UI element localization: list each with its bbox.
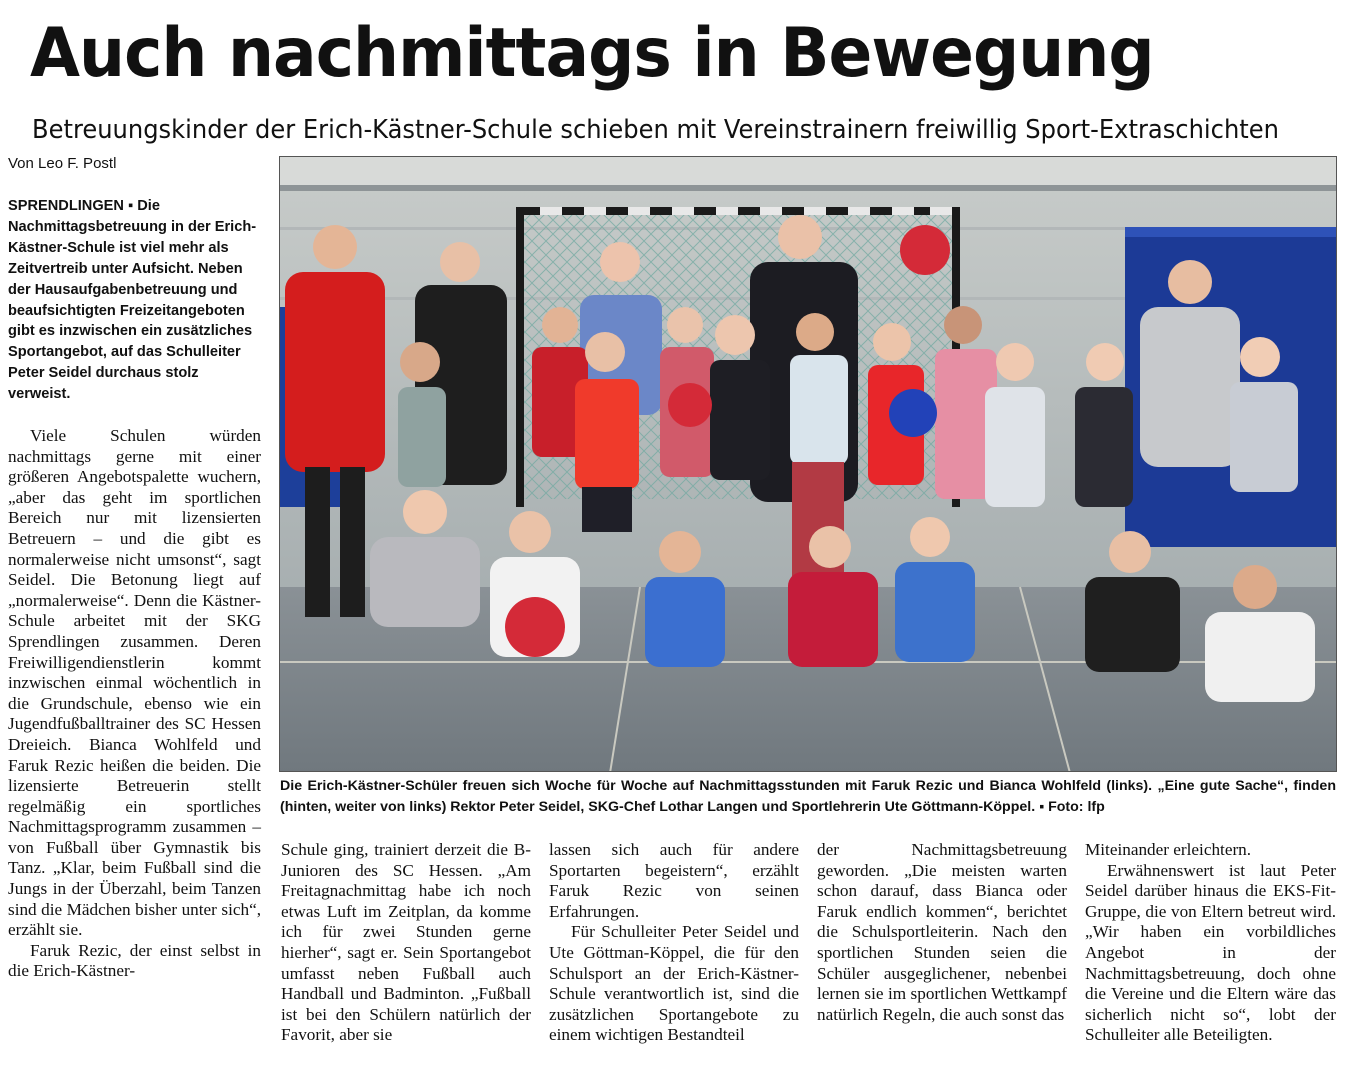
subheadline: Betreuungskinder der Erich-Kästner-Schule schieben mit Vereinstrainern freiwillig Sport-Extraschichten xyxy=(32,115,1279,145)
gym-photo-illustration xyxy=(280,157,1337,772)
article-column-2 xyxy=(281,840,531,1046)
paragraph: Miteinander erleichtern. xyxy=(1085,840,1252,859)
byline: Von Leo F. Postl xyxy=(8,155,117,172)
paragraph: Viele Schulen würden nachmittags gerne mit einer größeren Angebotspalette wuchern, „aber das geht im sportlichen Bereich nur mit lizensierten Betreuern – und die gibt es normalerweise nicht umsonst“, sagt Seidel. Die Betonung liegt auf „normalerweise“. Denn die Kästner-Schule arbeitet mit der SKG Sprendlingen zusammen. Deren Freiwilligendienstlerin kommt inzwischen einmal wöchentlich in die Grundschule, ebenso wie ein Jugendfußballtrainer des SC Hessen Dreieich. Bianca Wohlfeld und Faruk Rezic heißen die beiden. Die lizensierte Betreuerin stellt regelmäßig ein sportliches Nachmittagsprogramm zusammen – von Fußball über Gymnastik bis Tanz. „Klar, beim Fußball sind die Jungs in der Überzahl, beim Tanzen sind die Mädchen bisher unter sich“, erzählt sie. xyxy=(8,426,261,940)
team-photo xyxy=(279,156,1337,772)
paragraph: Erwähnenswert ist laut Peter Seidel darüber hinaus die EKS-Fit-Gruppe, die von Eltern betreut wird. „Wir haben ein vorbildliches Angebot in der Nachmittagsbetreuung, doch ohne die Vereine und die Eltern wäre das sicherlich nicht so“, lobt der Schulleiter alle Beteiligten. xyxy=(1085,860,1336,1045)
headline: Auch nachmittags in Bewegung xyxy=(30,14,1154,93)
paragraph: Schule ging, trainiert derzeit die B-Junioren des SC Hessen. „Am Freitagnachmittag habe ich noch etwas Luft im Zeitplan, da komme ich für zwei Stunden gerne hierher“, sagt er. Sein Sportangebot umfasst neben Fußball auch Handball und Badminton. „Fußball ist bei den Schülern natürlich der Favorit, aber sie xyxy=(281,840,531,1045)
photo-caption: Die Erich-Kästner-Schüler freuen sich Woche für Woche auf Nachmittagsstunden mit Faruk Rezic und Bianca Wohlfeld (links). „Eine gute Sache“, finden (hinten, weiter von links) Rektor Peter Seidel, SKG-Chef Lothar Langen und Sportlehrerin Ute Göttmann-Köppel. ▪ Foto: lfp xyxy=(280,778,1336,815)
article-column-5 xyxy=(1085,840,1336,1046)
article-column-1 xyxy=(8,426,261,982)
article-column-4 xyxy=(817,840,1067,1025)
paragraph: Faruk Rezic, der einst selbst in die Erich-Kästner- xyxy=(8,940,261,981)
paragraph: Für Schulleiter Peter Seidel und Ute Göttman-Köppel, die für den Schulsport an der Erich-Kästner-Schule verantwortlich ist, sind die zusätzlichen Sportangebote zu einem wichtigen Bestandteil xyxy=(549,922,799,1045)
article-column-3 xyxy=(549,840,799,1046)
paragraph: der Nachmittagsbetreuung geworden. „Die meisten warten schon darauf, dass Bianca oder Faruk endlich kommen“, berichtet die Schulsportleiterin. Nach den sportlichen Stunden seien die Schüler ausgeglichener, nebenbei lernen sie im sportlichen Wettkampf natürlich Regeln, die auch sonst das xyxy=(817,840,1067,1024)
intro-paragraph: SPRENDLINGEN ▪ Die Nachmittagsbetreuung in der Erich-Kästner-Schule ist viel mehr als Zeitvertreib unter Aufsicht. Neben der Hausaufgabenbetreuung und beaufsichtigten Freizeitangeboten gibt es inzwischen ein zusätzliches Sportangebot, auf das Schulleiter Peter Seidel durchaus stolz verweist. xyxy=(8,198,257,403)
paragraph: lassen sich auch für andere Sportarten begeistern“, erzählt Faruk Rezic von seinen Erfahrungen. xyxy=(549,840,799,921)
